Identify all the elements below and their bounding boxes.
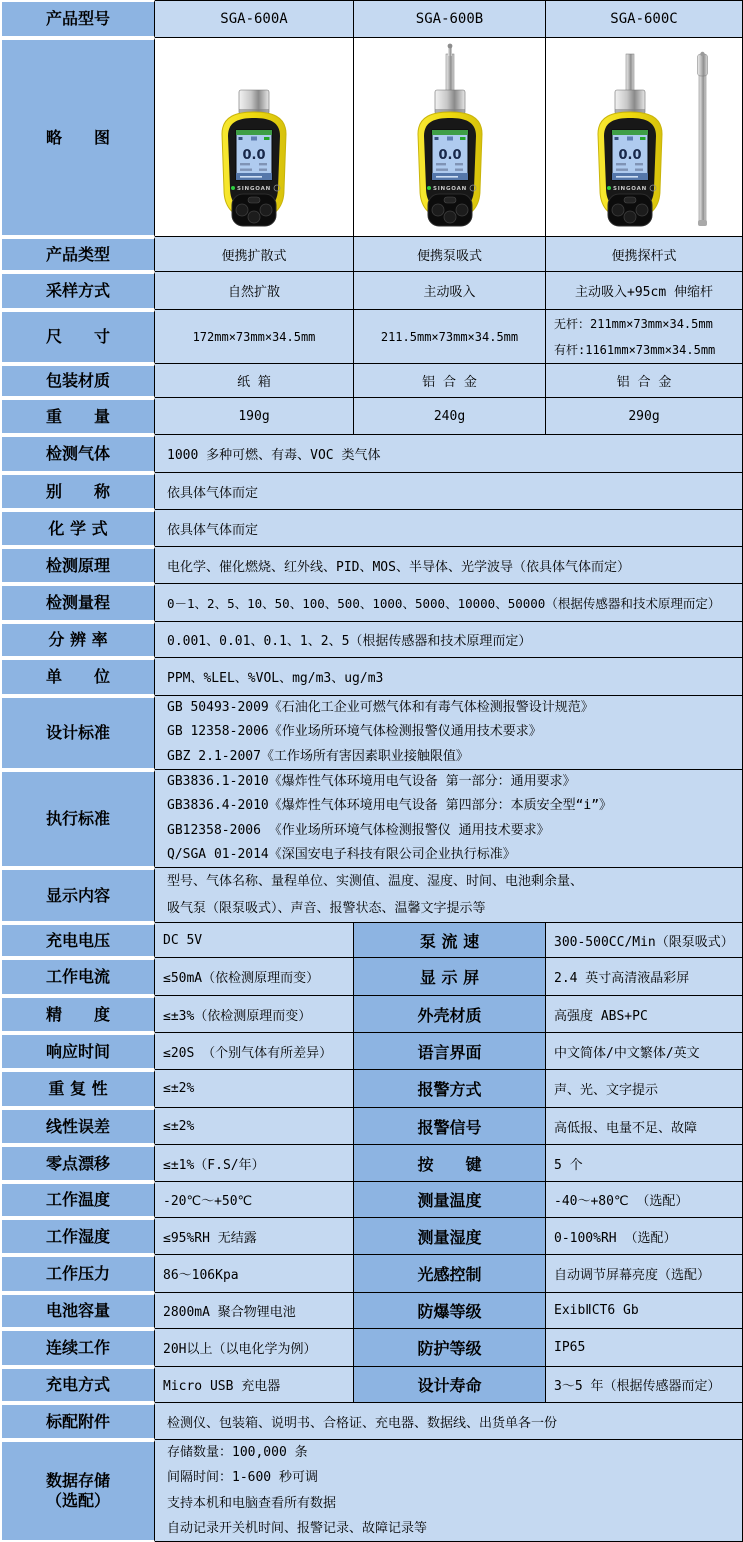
table-row xyxy=(0,310,743,364)
table-row xyxy=(0,398,743,435)
cell-text: 211.5mm×73mm×34.5mm xyxy=(380,329,519,344)
screen-reading: 0.0 xyxy=(618,148,642,163)
row-label: 检测气体 xyxy=(45,444,110,463)
cell-text: 依具体气体而定 xyxy=(167,485,259,501)
brand-text: SINGOAN xyxy=(612,186,648,192)
table-row xyxy=(0,923,743,958)
row-label-cell xyxy=(0,868,155,923)
row-label: 工作电流 xyxy=(45,967,110,986)
row-value-cell xyxy=(155,584,743,622)
table-row-model xyxy=(0,0,743,38)
row-label-cell xyxy=(0,770,155,868)
cell-text: GB3836.1-2010《爆炸性气体环境用电气设备 第一部分：通用要求》 xyxy=(167,773,576,789)
row-value-cell xyxy=(155,658,743,696)
row-label: 重 复 性 xyxy=(48,1079,108,1098)
pair-label-cell xyxy=(354,1218,546,1255)
row-value-cell xyxy=(354,364,546,398)
table-row xyxy=(0,1367,743,1403)
row-value-cell xyxy=(155,696,743,770)
table-row xyxy=(0,547,743,584)
row-label: （选配） xyxy=(45,1491,110,1510)
sensor-probe xyxy=(446,54,454,94)
table-row xyxy=(0,1293,743,1329)
row-value-cell xyxy=(546,1293,743,1329)
row-value-cell xyxy=(546,996,743,1033)
row-value-cell xyxy=(546,1070,743,1108)
row-label: 充电方式 xyxy=(45,1375,110,1394)
cell-text: 3～5 年（根据传感器而定） xyxy=(554,1379,721,1394)
table-row xyxy=(0,364,743,398)
pair-label-cell xyxy=(354,996,546,1033)
model-name: SGA-600C xyxy=(610,11,678,27)
cell-text: 铝 合 金 xyxy=(616,375,672,390)
row-value-cell xyxy=(155,1255,354,1293)
telescopic-rod xyxy=(698,52,708,226)
cell-text: 300-500CC/Min（限泵吸式） xyxy=(554,934,734,950)
row-value-cell xyxy=(155,473,743,510)
cell-text: 便携泵吸式 xyxy=(416,248,482,264)
cell-text: PPM、%LEL、%VOL、mg/m3、ug/m3 xyxy=(167,671,384,686)
model-header-cell xyxy=(155,0,354,38)
device-illustration-sga-600c xyxy=(551,42,737,232)
row-value-cell xyxy=(155,622,743,658)
model-name: SGA-600A xyxy=(220,11,288,27)
table-row xyxy=(0,1440,743,1542)
cell-text: GB12358-2006 《作业场所环境气体检测报警仪 通用技术要求》 xyxy=(167,822,550,838)
row-label: 连续工作 xyxy=(45,1338,110,1357)
model-name: SGA-600B xyxy=(415,11,484,27)
cell-text: 172mm×73mm×34.5mm xyxy=(192,329,316,344)
pair-label-cell xyxy=(354,1108,546,1145)
cell-text: ≤95%RH 无结露 xyxy=(163,1230,257,1246)
row-label: 产品型号 xyxy=(45,9,110,28)
row-label-cell xyxy=(0,473,155,510)
row-value-cell xyxy=(155,1329,354,1367)
cell-text: 自动调节屏幕亮度（选配） xyxy=(554,1268,711,1283)
cell-text: 铝 合 金 xyxy=(422,375,477,390)
row-label: 设计寿命 xyxy=(417,1376,482,1395)
row-label: 数据存储 xyxy=(45,1471,110,1490)
cell-text: 有杆:1161mm×73mm×34.5mm xyxy=(554,342,716,357)
row-label-cell xyxy=(0,38,155,237)
row-label-cell xyxy=(0,658,155,696)
pair-label-cell xyxy=(354,1145,546,1182)
row-value-cell xyxy=(155,310,354,364)
row-label: 标配附件 xyxy=(45,1411,110,1431)
row-label: 别 称 xyxy=(45,481,110,501)
pair-label-cell xyxy=(354,958,546,996)
row-value-cell xyxy=(155,1367,354,1403)
cell-text: 0.001、0.01、0.1、1、2、5（根据传感器和技术原理而定） xyxy=(167,634,532,649)
device-body-group xyxy=(222,90,286,226)
row-value-cell xyxy=(546,1108,743,1145)
table-row xyxy=(0,1182,743,1218)
cell-text: -40～+80℃ （选配） xyxy=(554,1194,689,1209)
row-value-cell xyxy=(546,1145,743,1182)
cell-text: 便携探杆式 xyxy=(611,248,677,264)
row-label: 略 图 xyxy=(45,127,110,147)
row-value-cell xyxy=(354,237,546,272)
row-value-cell xyxy=(155,1218,354,1255)
row-value-cell xyxy=(155,1403,743,1440)
device-illustration-sga-600b xyxy=(357,42,543,232)
row-label-cell xyxy=(0,1108,155,1145)
row-value-cell xyxy=(155,996,354,1033)
row-label: 检测量程 xyxy=(45,593,110,612)
cell-text: 高低报、电量不足、故障 xyxy=(554,1120,698,1136)
table-row xyxy=(0,1329,743,1367)
row-label: 测量温度 xyxy=(417,1191,482,1210)
row-label: 报警方式 xyxy=(417,1080,482,1099)
row-label: 分 辨 率 xyxy=(48,630,108,649)
table-row xyxy=(0,435,743,473)
row-label-cell xyxy=(0,584,155,622)
table-row xyxy=(0,1255,743,1293)
row-label: 响应时间 xyxy=(45,1041,110,1061)
row-label: 线性误差 xyxy=(45,1116,110,1136)
table-row xyxy=(0,868,743,923)
pair-label-cell xyxy=(354,1293,546,1329)
device-image-cell xyxy=(155,38,354,237)
row-label-cell xyxy=(0,364,155,398)
cell-text: 支持本机和电脑查看所有数据 xyxy=(167,1495,337,1511)
table-row xyxy=(0,996,743,1033)
row-label-cell xyxy=(0,996,155,1033)
row-label-cell xyxy=(0,1218,155,1255)
table-row xyxy=(0,473,743,510)
row-value-cell xyxy=(546,1255,743,1293)
row-value-cell xyxy=(546,1218,743,1255)
row-label-cell xyxy=(0,1293,155,1329)
row-label: 尺 寸 xyxy=(45,327,110,346)
cell-text: ≤±2% xyxy=(163,1081,195,1096)
led-indicator xyxy=(427,186,431,190)
cell-text: 中文简体/中文繁体/英文 xyxy=(554,1045,700,1061)
table-row xyxy=(0,1108,743,1145)
cell-text: 2800mA 聚合物锂电池 xyxy=(163,1305,296,1320)
model-header-cell xyxy=(354,0,546,38)
row-label: 化 学 式 xyxy=(48,518,108,538)
device-illustration-sga-600a xyxy=(161,42,347,232)
row-value-cell xyxy=(354,398,546,435)
table-row xyxy=(0,237,743,272)
row-label: 采样方式 xyxy=(45,281,110,300)
table-row xyxy=(0,658,743,696)
row-value-cell xyxy=(354,310,546,364)
row-label-cell xyxy=(0,958,155,996)
row-label-cell xyxy=(0,1403,155,1440)
cell-text: ExibⅡCT6 Gb xyxy=(554,1303,639,1318)
device-image-cell xyxy=(354,38,546,237)
cell-text: 高强度 ABS+PC xyxy=(554,1008,648,1024)
cell-text: ≤±2% xyxy=(163,1118,195,1134)
row-label: 设计标准 xyxy=(45,723,110,742)
row-label: 工作压力 xyxy=(45,1264,110,1283)
device-image-cell xyxy=(546,38,743,237)
row-value-cell xyxy=(546,958,743,996)
row-label-cell xyxy=(0,510,155,547)
row-value-cell xyxy=(354,272,546,310)
row-value-cell xyxy=(155,868,743,923)
row-label: 显 示 屏 xyxy=(419,968,480,987)
row-value-cell xyxy=(155,237,354,272)
row-value-cell xyxy=(155,435,743,473)
table-row xyxy=(0,510,743,547)
cell-text: 0-100%RH （选配） xyxy=(554,1230,677,1246)
cell-text: Q/SGA 01-2014《深国安电子科技有限公司企业执行标准》 xyxy=(167,847,516,862)
brand-text: SINGOAN xyxy=(236,186,272,192)
cell-text: 86～106Kpa xyxy=(163,1268,239,1283)
row-label-cell xyxy=(0,923,155,958)
cell-text: 290g xyxy=(628,408,660,424)
device-screen xyxy=(432,130,468,180)
button-pad xyxy=(608,194,652,226)
cell-text: 间隔时间：1-600 秒可调 xyxy=(167,1470,318,1486)
row-label: 检测原理 xyxy=(45,555,110,575)
row-label: 精 度 xyxy=(45,1004,110,1024)
row-label: 显示内容 xyxy=(45,885,110,905)
row-label-cell xyxy=(0,435,155,473)
cell-text: 型号、气体名称、量程单位、实测值、温度、湿度、时间、电池剩余量、 xyxy=(167,874,584,889)
sensor-probe xyxy=(626,54,634,94)
row-label-cell xyxy=(0,0,155,38)
cell-text: 依具体气体而定 xyxy=(167,522,259,538)
row-label: 重 量 xyxy=(45,406,110,426)
pair-label-cell xyxy=(354,1182,546,1218)
row-value-cell xyxy=(155,272,354,310)
cell-text: 自然扩散 xyxy=(227,285,280,300)
cell-text: 存储数量：100,000 条 xyxy=(167,1444,308,1460)
row-value-cell xyxy=(155,1293,354,1329)
row-label-cell xyxy=(0,272,155,310)
row-value-cell xyxy=(546,1033,743,1070)
row-value-cell xyxy=(155,547,743,584)
row-label-cell xyxy=(0,622,155,658)
row-label: 包装材质 xyxy=(45,371,110,390)
row-label-cell xyxy=(0,1440,155,1542)
row-value-cell xyxy=(155,1070,354,1108)
row-value-cell xyxy=(546,1329,743,1367)
table-row xyxy=(0,622,743,658)
cell-text: 主动吸入 xyxy=(423,285,476,300)
cell-text: ≤20S （个别气体有所差异） xyxy=(163,1045,333,1061)
cell-text: 主动吸入+95cm 伸缩杆 xyxy=(575,285,713,300)
row-value-cell xyxy=(155,923,354,958)
row-label-cell xyxy=(0,696,155,770)
row-label: 语言界面 xyxy=(417,1042,482,1062)
sensor-cap-icon xyxy=(435,90,465,114)
cell-text: 20H以上（以电化学为例） xyxy=(163,1342,317,1357)
row-label-cell xyxy=(0,547,155,584)
row-label: 报警信号 xyxy=(417,1117,482,1137)
row-label: 执行标准 xyxy=(45,809,110,828)
table-row xyxy=(0,770,743,868)
row-value-cell xyxy=(546,1182,743,1218)
cell-text: GBZ 2.1-2007《工作场所有害因素职业接触限值》 xyxy=(167,748,469,764)
row-label-cell xyxy=(0,310,155,364)
cell-text: ≤±1%（F.S/年） xyxy=(163,1157,265,1173)
device-screen xyxy=(236,130,272,180)
cell-text: DC 5V xyxy=(163,932,203,948)
screen-reading: 0.0 xyxy=(242,148,266,163)
cell-text: GB 12358-2006《作业场所环境气体检测报警仪通用技术要求》 xyxy=(167,724,542,740)
table-row xyxy=(0,1033,743,1070)
row-value-cell xyxy=(546,272,743,310)
cell-text: Micro USB 充电器 xyxy=(163,1379,281,1394)
pair-label-cell xyxy=(354,1033,546,1070)
cell-text: GB 50493-2009《石油化工企业可燃气体和有毒气体检测报警设计规范》 xyxy=(167,699,594,715)
device-screen xyxy=(612,130,648,180)
table-row xyxy=(0,1070,743,1108)
cell-text: GB3836.4-2010《爆炸性气体环境用电气设备 第四部分：本质安全型“i”》 xyxy=(167,798,613,813)
cell-text: 吸气泵（限泵吸式）、声音、报警状态、温馨文字提示等 xyxy=(167,901,486,916)
probe-tip xyxy=(447,44,452,56)
row-label: 按 键 xyxy=(417,1154,482,1174)
row-label-cell xyxy=(0,398,155,435)
row-value-cell xyxy=(546,310,743,364)
row-value-cell xyxy=(546,237,743,272)
row-label-cell xyxy=(0,1182,155,1218)
row-label: 工作温度 xyxy=(45,1190,110,1209)
cell-text: 便携扩散式 xyxy=(221,248,287,264)
cell-text: 纸 箱 xyxy=(237,375,271,390)
pair-label-cell xyxy=(354,923,546,958)
cell-text: ≤50mA（依检测原理而变） xyxy=(163,971,320,986)
table-row xyxy=(0,1403,743,1440)
table-row xyxy=(0,272,743,310)
cell-text: 检测仪、包装箱、说明书、合格证、充电器、数据线、出货单各一份 xyxy=(167,1415,558,1431)
table-row xyxy=(0,584,743,622)
row-label: 泵 流 速 xyxy=(419,931,480,951)
pair-label-cell xyxy=(354,1329,546,1367)
row-label: 单 位 xyxy=(45,667,110,686)
row-value-cell xyxy=(155,364,354,398)
table-row-sketch xyxy=(0,38,743,237)
row-value-cell xyxy=(155,510,743,547)
row-value-cell xyxy=(155,958,354,996)
cell-text: IP65 xyxy=(554,1340,586,1355)
row-label: 防护等级 xyxy=(417,1339,482,1358)
row-value-cell xyxy=(546,1367,743,1403)
brand-text: SINGOAN xyxy=(432,186,467,192)
row-value-cell xyxy=(546,398,743,435)
row-value-cell xyxy=(155,770,743,868)
table-row xyxy=(0,696,743,770)
button-pad xyxy=(232,194,276,226)
pair-label-cell xyxy=(354,1255,546,1293)
screen-reading: 0.0 xyxy=(437,148,462,163)
row-value-cell xyxy=(546,364,743,398)
row-label-cell xyxy=(0,1033,155,1070)
cell-text: ≤±3%（依检测原理而变） xyxy=(163,1008,312,1024)
row-value-cell xyxy=(155,398,354,435)
cell-text: 190g xyxy=(238,408,270,424)
table-row xyxy=(0,1218,743,1255)
row-label: 产品类型 xyxy=(45,244,110,264)
sensor-cap-icon xyxy=(615,90,645,114)
table-row xyxy=(0,1145,743,1182)
led-indicator xyxy=(231,186,235,190)
cell-text: -20℃～+50℃ xyxy=(163,1194,253,1209)
row-label: 零点漂移 xyxy=(45,1153,110,1173)
row-value-cell xyxy=(546,923,743,958)
row-label: 光感控制 xyxy=(417,1265,482,1284)
row-label: 工作湿度 xyxy=(45,1226,110,1246)
cell-text: 1000 多种可燃、有毒、VOC 类气体 xyxy=(167,448,381,463)
button-pad xyxy=(428,194,472,226)
row-value-cell xyxy=(155,1182,354,1218)
cell-text: 无杆：211mm×73mm×34.5mm xyxy=(554,316,713,331)
row-value-cell xyxy=(155,1033,354,1070)
cell-text: 2.4 英寸高清液晶彩屏 xyxy=(554,971,690,986)
row-label-cell xyxy=(0,1329,155,1367)
row-label: 电池容量 xyxy=(45,1301,110,1320)
row-value-cell xyxy=(155,1440,743,1542)
row-label-cell xyxy=(0,1145,155,1182)
pair-label-cell xyxy=(354,1070,546,1108)
row-label-cell xyxy=(0,1367,155,1403)
cell-text: 声、光、文字提示 xyxy=(554,1083,659,1098)
cell-text: 240g xyxy=(433,408,466,424)
cell-text: 电化学、催化燃烧、红外线、PID、MOS、半导体、光学波导（依具体气体而定） xyxy=(167,559,630,575)
cell-text: 0－1、2、5、10、50、100、500、1000、5000、10000、50000（根据传感器和技术原理而定） xyxy=(167,595,721,611)
sensor-cap-icon xyxy=(239,90,269,114)
row-label-cell xyxy=(0,1255,155,1293)
row-label-cell xyxy=(0,237,155,272)
row-value-cell xyxy=(155,1108,354,1145)
table-row xyxy=(0,958,743,996)
row-label: 防爆等级 xyxy=(417,1302,482,1321)
row-label: 充电电压 xyxy=(45,930,110,950)
model-header-cell xyxy=(546,0,743,38)
pair-label-cell xyxy=(354,1367,546,1403)
row-label-cell xyxy=(0,1070,155,1108)
row-label: 外壳材质 xyxy=(417,1005,482,1025)
cell-text: 自动记录开关机时间、报警记录、故障记录等 xyxy=(167,1520,428,1536)
cell-text: 5 个 xyxy=(554,1157,583,1173)
row-label: 测量湿度 xyxy=(417,1227,482,1247)
device-body-group xyxy=(418,44,482,226)
device-body-group xyxy=(598,54,662,226)
led-indicator xyxy=(607,186,611,190)
row-value-cell xyxy=(155,1145,354,1182)
